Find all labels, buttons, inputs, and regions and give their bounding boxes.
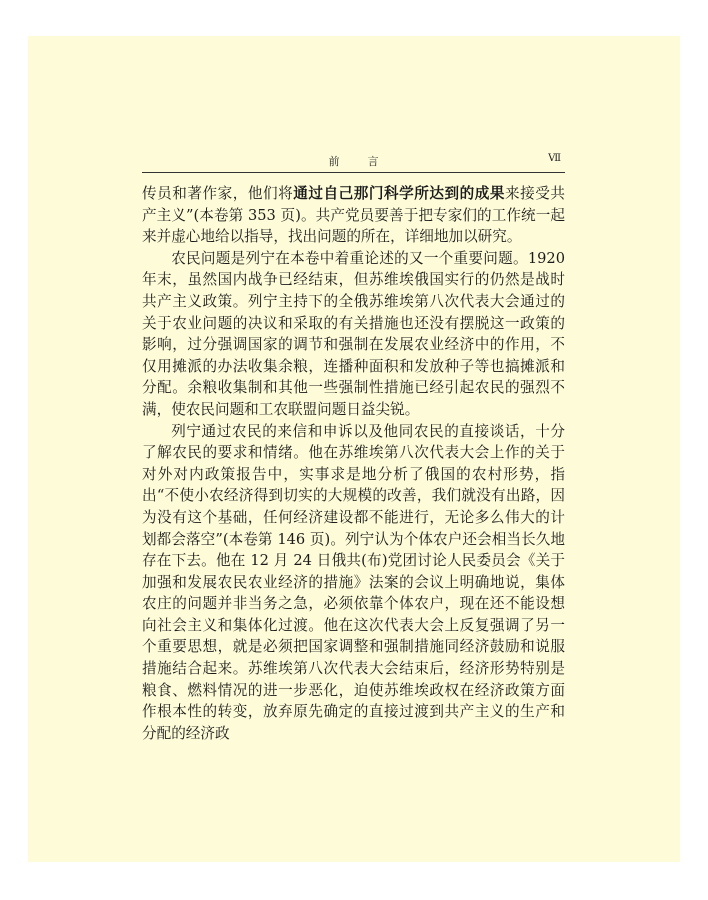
- paragraph-3: 列宁通过农民的来信和申诉以及他同农民的直接谈话，十分了解农民的要求和情绪。他在苏维埃第八次代表大会上作的关于对外对内政策报告中，实事求是地分析了俄国的农村形势，指出“不使小农经济得到切实的大规模的改善，我们就没有出路，因为没有这个基础，任何经济建设都不能进行，无论多么伟大的计划都会落空”(本卷第 146 页)。列宁认为个体农户还会相当长久地存在下去。他在 12 月 24 日俄共(布)党团讨论人民委员会《关于加强和发展农民农业经济的措施》法案的会议上明确地说，集体农庄的问题并非当务之急，必须依靠个体农户，现在还不能设想向社会主义和集体化过渡。他在这次代表大会上反复强调了另一个重要思想，就是必须把国家调整和强制措施同经济鼓励和说服措施结合起来。苏维埃第八次代表大会结束后，经济形势特别是粮食、燃料情况的进一步恶化，迫使苏维埃政权在经济政策方面作根本性的转变，放弃原先确定的直接过渡到共产主义的生产和分配的经济政: [142, 422, 565, 742]
- paragraph-1-start: 传员和著作家，他们将: [142, 185, 294, 202]
- paragraph-1-end: 来接受共产主义”(本卷第 353 页)。共产党员要善于把专家们的工作统一起来并虚心地给以指导，找出问题的所在，详细地加以研究。: [142, 185, 565, 246]
- header-title-char-2: 言: [367, 155, 379, 168]
- running-header: [142, 150, 565, 173]
- body-text: [142, 183, 565, 744]
- header-title: [142, 153, 565, 169]
- paragraph-2: 农民问题是列宁在本卷中着重论述的又一个重要问题。1920年末，虽然国内战争已经结束，但苏维埃俄国实行的仍然是战时共产主义政策。列宁主持下的全俄苏维埃第八次代表大会通过的关于农业问题的决议和采取的有关措施也还没有摆脱这一政策的影响，过分强调国家的调节和强制在发展农业经济中的作用，不仅用摊派的办法收集余粮，连播种面积和发放种子等也搞摊派和分配。余粮收集制和其他一些强制性措施已经引起农民的强烈不满，使农民问题和工农联盟问题日益尖锐。: [142, 249, 565, 418]
- header-title-char-1: 前: [328, 155, 340, 168]
- paragraph-1: [142, 183, 565, 248]
- paragraph-1-bold-phrase: 通过自己那门科学所达到的成果: [293, 185, 505, 202]
- page-number: Ⅶ: [548, 153, 561, 164]
